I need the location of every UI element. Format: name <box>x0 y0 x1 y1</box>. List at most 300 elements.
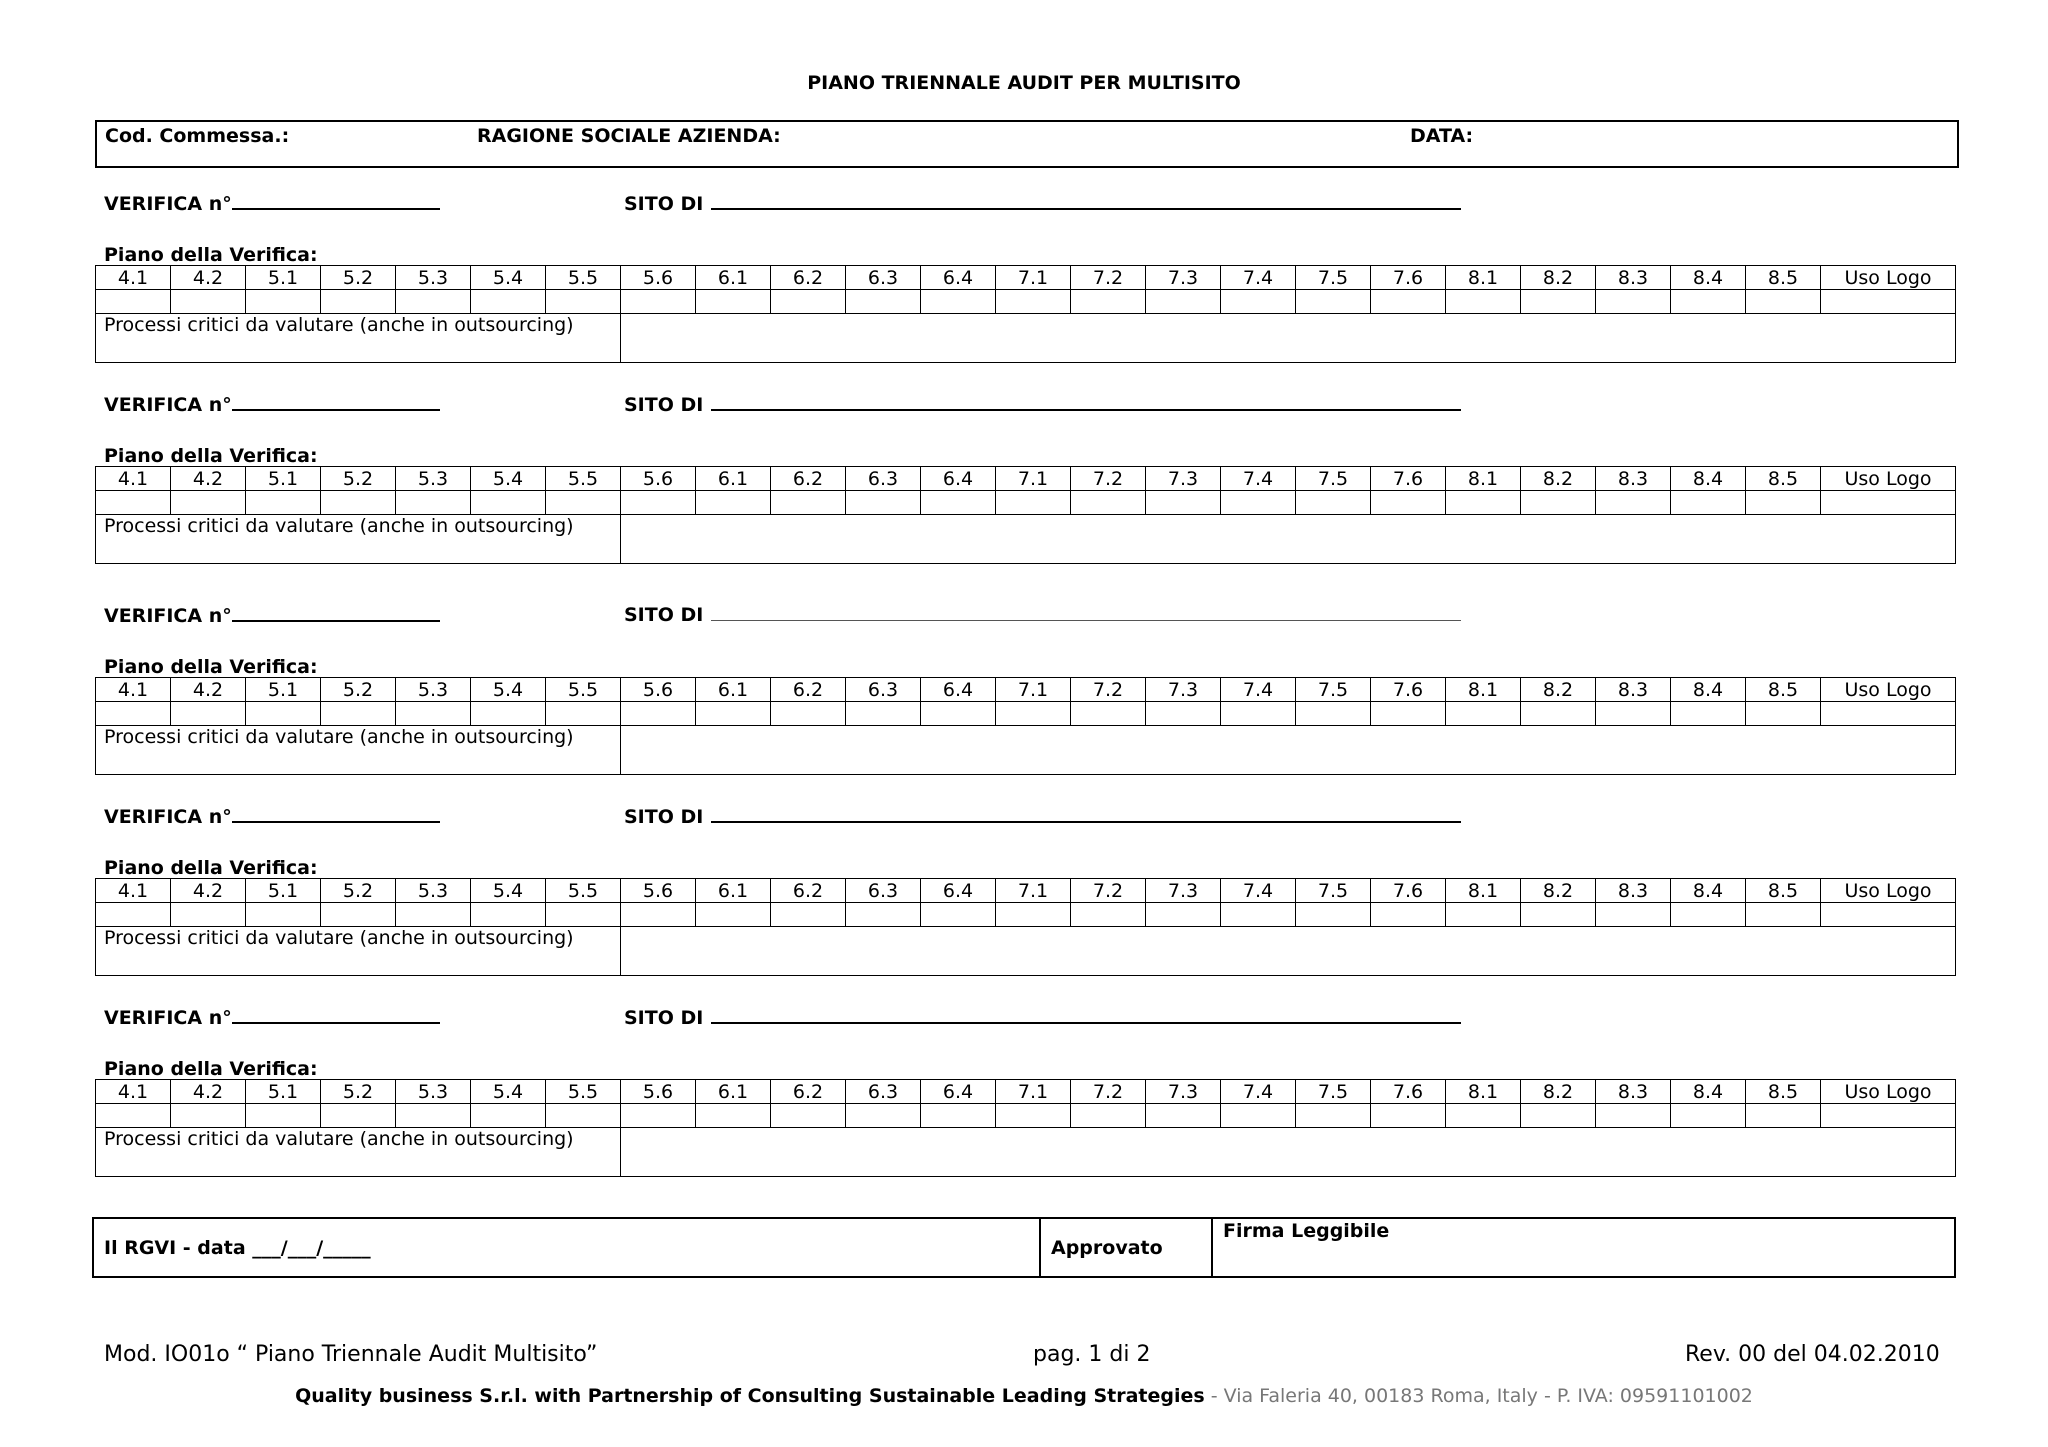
clause-check-cell[interactable] <box>471 702 546 726</box>
clause-header-cell: 7.1 <box>996 1080 1071 1104</box>
processi-input-cell[interactable] <box>621 726 1956 775</box>
clause-check-cell[interactable] <box>1446 491 1521 515</box>
clause-header-cell: 7.3 <box>1146 467 1221 491</box>
clause-check-cell[interactable] <box>846 702 921 726</box>
clause-header-cell: 7.6 <box>1371 467 1446 491</box>
clause-check-cell[interactable] <box>1146 491 1221 515</box>
clause-header-cell: 6.3 <box>846 266 921 290</box>
clause-header-cell: 5.2 <box>321 879 396 903</box>
clause-check-cell[interactable] <box>1596 290 1671 314</box>
clause-check-cell[interactable] <box>96 1104 171 1128</box>
sito-field[interactable] <box>624 602 1461 626</box>
clause-check-cell[interactable] <box>1671 702 1746 726</box>
clause-check-cell[interactable] <box>1071 702 1146 726</box>
clause-header-cell: 6.1 <box>696 678 771 702</box>
clause-check-cell[interactable] <box>1371 290 1446 314</box>
clause-check-cell[interactable] <box>246 290 321 314</box>
clause-check-cell[interactable] <box>921 1104 996 1128</box>
clause-header-cell: 5.6 <box>621 1080 696 1104</box>
clause-check-cell[interactable] <box>246 491 321 515</box>
clause-check-cell[interactable] <box>321 1104 396 1128</box>
clause-check-cell[interactable] <box>996 290 1071 314</box>
clause-header-cell: 8.2 <box>1521 678 1596 702</box>
verifica-number-line[interactable] <box>232 602 440 622</box>
clause-header-cell: 8.4 <box>1671 678 1746 702</box>
clause-header-cell: 6.1 <box>696 1080 771 1104</box>
clause-header-cell: 8.3 <box>1596 678 1671 702</box>
clause-check-cell[interactable] <box>321 903 396 927</box>
clause-check-cell[interactable] <box>1746 903 1821 927</box>
clause-header-cell: 8.3 <box>1596 879 1671 903</box>
clause-header-cell: 7.2 <box>1071 879 1146 903</box>
verifica-grid <box>95 265 1956 363</box>
clause-header-cell: 8.2 <box>1521 266 1596 290</box>
company-address: Via Faleria 40, 00183 Roma, Italy - P. IVA: 09591101002 <box>1223 1385 1753 1407</box>
sito-label: SITO DI <box>624 604 704 626</box>
verifica-number-line[interactable] <box>232 803 440 823</box>
processi-label: Processi critici da valutare (anche in outsourcing) <box>96 1128 621 1177</box>
clause-check-cell[interactable] <box>1821 702 1956 726</box>
verifica-grid <box>95 677 1956 775</box>
data-label: DATA: <box>1410 125 1474 147</box>
clause-check-cell[interactable] <box>1371 491 1446 515</box>
clause-header-cell: 5.5 <box>546 678 621 702</box>
clause-check-cell[interactable] <box>621 491 696 515</box>
clause-check-cell[interactable] <box>996 702 1071 726</box>
processi-label: Processi critici da valutare (anche in outsourcing) <box>96 927 621 976</box>
clause-check-cell[interactable] <box>171 903 246 927</box>
clause-check-cell[interactable] <box>996 491 1071 515</box>
clause-check-cell[interactable] <box>1371 1104 1446 1128</box>
clause-check-cell[interactable] <box>921 702 996 726</box>
clause-header-cell: 5.1 <box>246 467 321 491</box>
clause-check-cell[interactable] <box>1296 903 1371 927</box>
clause-check-cell[interactable] <box>846 290 921 314</box>
verifica-section <box>0 602 2048 802</box>
clause-check-cell[interactable] <box>1671 491 1746 515</box>
rgvi-date-field[interactable]: Il RGVI - data ___/___/_____ <box>104 1237 371 1259</box>
clause-check-cell[interactable] <box>771 1104 846 1128</box>
clause-header-cell: 5.5 <box>546 879 621 903</box>
clause-check-cell[interactable] <box>1671 290 1746 314</box>
clause-header-cell: 5.6 <box>621 678 696 702</box>
clause-check-cell[interactable] <box>621 903 696 927</box>
clause-check-cell[interactable] <box>321 702 396 726</box>
verifica-number-field[interactable] <box>104 602 440 627</box>
page-title: PIANO TRIENNALE AUDIT PER MULTISITO <box>807 72 1241 94</box>
clause-check-cell[interactable] <box>1296 702 1371 726</box>
verifica-section <box>0 803 2048 1003</box>
verifica-label: VERIFICA n° <box>104 605 232 627</box>
clause-header-cell: 5.2 <box>321 467 396 491</box>
clause-check-cell[interactable] <box>1221 903 1296 927</box>
clause-check-cell[interactable] <box>696 702 771 726</box>
clause-check-cell[interactable] <box>1521 491 1596 515</box>
clause-header-cell: 8.2 <box>1521 879 1596 903</box>
clause-header-cell: 7.1 <box>996 678 1071 702</box>
verifica-number-field[interactable] <box>104 803 440 828</box>
clause-header-cell: 7.4 <box>1221 678 1296 702</box>
clause-header-cell: 5.4 <box>471 678 546 702</box>
sito-line[interactable] <box>711 391 1461 411</box>
clause-check-cell[interactable] <box>1446 903 1521 927</box>
clause-check-cell[interactable] <box>771 702 846 726</box>
clause-header-cell: 6.3 <box>846 678 921 702</box>
processi-input-cell[interactable] <box>621 314 1956 363</box>
clause-header-cell: 4.1 <box>96 467 171 491</box>
clause-header-cell: 8.5 <box>1746 678 1821 702</box>
clause-check-cell[interactable] <box>246 1104 321 1128</box>
clause-check-cell[interactable] <box>171 290 246 314</box>
clause-check-cell[interactable] <box>96 903 171 927</box>
company-separator: - <box>1204 1385 1224 1407</box>
clause-check-cell[interactable] <box>1821 903 1956 927</box>
clause-check-cell[interactable] <box>1521 290 1596 314</box>
piano-verifica-label: Piano della Verifica: <box>104 1058 318 1080</box>
clause-header-cell: 4.1 <box>96 879 171 903</box>
clause-check-cell[interactable] <box>921 903 996 927</box>
signature-box <box>92 1217 1956 1278</box>
footer-page-number: pag. 1 di 2 <box>1033 1342 1151 1367</box>
clause-header-cell: 5.1 <box>246 879 321 903</box>
clause-header-cell: 5.2 <box>321 1080 396 1104</box>
clause-header-cell: 7.6 <box>1371 266 1446 290</box>
clause-header-row <box>96 879 1956 903</box>
clause-check-cell[interactable] <box>1071 1104 1146 1128</box>
clause-header-cell: 5.3 <box>396 879 471 903</box>
clause-check-cell[interactable] <box>1521 903 1596 927</box>
clause-check-cell[interactable] <box>246 702 321 726</box>
clause-header-cell: 8.2 <box>1521 1080 1596 1104</box>
verifica-label: VERIFICA n° <box>104 394 232 416</box>
clause-header-cell: 5.1 <box>246 266 321 290</box>
clause-check-cell[interactable] <box>696 491 771 515</box>
clause-header-cell: 7.4 <box>1221 266 1296 290</box>
clause-check-cell[interactable] <box>1596 1104 1671 1128</box>
clause-check-cell[interactable] <box>1221 290 1296 314</box>
clause-check-cell[interactable] <box>1596 702 1671 726</box>
clause-header-cell: 5.3 <box>396 266 471 290</box>
clause-header-cell: 5.5 <box>546 467 621 491</box>
sito-label: SITO DI <box>624 1007 704 1029</box>
clause-header-cell: 7.1 <box>996 879 1071 903</box>
clause-check-cell[interactable] <box>1596 903 1671 927</box>
clause-check-row <box>96 491 1956 515</box>
clause-check-cell[interactable] <box>696 290 771 314</box>
clause-check-cell[interactable] <box>921 491 996 515</box>
clause-header-cell: 7.1 <box>996 467 1071 491</box>
piano-verifica-label: Piano della Verifica: <box>104 857 318 879</box>
clause-header-cell: Uso Logo <box>1821 879 1956 903</box>
clause-check-cell[interactable] <box>921 290 996 314</box>
clause-header-cell: 6.2 <box>771 1080 846 1104</box>
clause-check-cell[interactable] <box>621 702 696 726</box>
processi-input-cell[interactable] <box>621 927 1956 976</box>
clause-header-cell: 5.6 <box>621 467 696 491</box>
clause-check-cell[interactable] <box>1221 491 1296 515</box>
sito-line[interactable] <box>711 1004 1461 1024</box>
clause-check-cell[interactable] <box>396 903 471 927</box>
clause-check-cell[interactable] <box>696 903 771 927</box>
clause-header-cell: 5.1 <box>246 1080 321 1104</box>
clause-check-cell[interactable] <box>171 702 246 726</box>
clause-header-row <box>96 266 1956 290</box>
clause-header-cell: 7.6 <box>1371 879 1446 903</box>
sito-line[interactable] <box>711 803 1461 823</box>
clause-check-cell[interactable] <box>396 290 471 314</box>
clause-check-cell[interactable] <box>621 290 696 314</box>
clause-check-cell[interactable] <box>996 1104 1071 1128</box>
ragione-sociale-label: RAGIONE SOCIALE AZIENDA: <box>477 125 781 147</box>
clause-check-cell[interactable] <box>471 290 546 314</box>
clause-check-cell[interactable] <box>96 491 171 515</box>
clause-check-cell[interactable] <box>321 290 396 314</box>
clause-check-cell[interactable] <box>1296 1104 1371 1128</box>
clause-header-cell: 5.5 <box>546 266 621 290</box>
header-box <box>95 120 1959 168</box>
verifica-section <box>0 190 2048 390</box>
clause-header-cell: 8.5 <box>1746 879 1821 903</box>
clause-check-cell[interactable] <box>771 290 846 314</box>
clause-check-cell[interactable] <box>1221 702 1296 726</box>
clause-header-cell: 7.4 <box>1221 467 1296 491</box>
verifica-number-line[interactable] <box>232 190 440 210</box>
verifica-number-line[interactable] <box>232 1004 440 1024</box>
processi-row <box>96 1128 1956 1177</box>
approvato-label: Approvato <box>1051 1237 1163 1259</box>
clause-check-cell[interactable] <box>1296 491 1371 515</box>
clause-check-cell[interactable] <box>996 903 1071 927</box>
clause-check-cell[interactable] <box>1296 290 1371 314</box>
clause-header-cell: Uso Logo <box>1821 266 1956 290</box>
clause-check-cell[interactable] <box>846 491 921 515</box>
clause-header-cell: 6.4 <box>921 1080 996 1104</box>
clause-header-cell: 6.3 <box>846 467 921 491</box>
clause-check-cell[interactable] <box>1746 491 1821 515</box>
clause-header-cell: 8.3 <box>1596 467 1671 491</box>
clause-header-cell: 4.2 <box>171 678 246 702</box>
clause-header-cell: 7.3 <box>1146 879 1221 903</box>
sito-label: SITO DI <box>624 806 704 828</box>
piano-verifica-label: Piano della Verifica: <box>104 244 318 266</box>
processi-label: Processi critici da valutare (anche in outsourcing) <box>96 314 621 363</box>
verifica-section <box>0 391 2048 591</box>
clause-check-cell[interactable] <box>1521 702 1596 726</box>
clause-check-cell[interactable] <box>171 1104 246 1128</box>
clause-check-cell[interactable] <box>546 491 621 515</box>
clause-header-cell: 6.3 <box>846 1080 921 1104</box>
clause-check-cell[interactable] <box>1146 290 1221 314</box>
clause-check-cell[interactable] <box>546 1104 621 1128</box>
clause-check-cell[interactable] <box>1821 491 1956 515</box>
sito-field[interactable] <box>624 1004 1461 1029</box>
clause-check-cell[interactable] <box>471 1104 546 1128</box>
clause-check-cell[interactable] <box>396 491 471 515</box>
verifica-number-field[interactable] <box>104 190 440 215</box>
verifica-grid <box>95 466 1956 564</box>
clause-header-cell: 8.4 <box>1671 879 1746 903</box>
clause-check-cell[interactable] <box>696 1104 771 1128</box>
clause-header-cell: 7.3 <box>1146 266 1221 290</box>
clause-header-cell: 7.2 <box>1071 678 1146 702</box>
clause-check-cell[interactable] <box>1221 1104 1296 1128</box>
verifica-label: VERIFICA n° <box>104 1007 232 1029</box>
clause-header-cell: 8.1 <box>1446 678 1521 702</box>
clause-check-cell[interactable] <box>1746 1104 1821 1128</box>
clause-check-cell[interactable] <box>1071 903 1146 927</box>
clause-header-cell: 8.5 <box>1746 266 1821 290</box>
clause-header-cell: 8.4 <box>1671 266 1746 290</box>
clause-check-cell[interactable] <box>846 1104 921 1128</box>
clause-header-cell: Uso Logo <box>1821 1080 1956 1104</box>
clause-check-cell[interactable] <box>396 702 471 726</box>
sito-line[interactable] <box>711 190 1461 210</box>
clause-header-cell: 7.5 <box>1296 879 1371 903</box>
clause-header-cell: 5.6 <box>621 879 696 903</box>
clause-header-cell: 7.6 <box>1371 678 1446 702</box>
clause-check-cell[interactable] <box>96 290 171 314</box>
sito-field[interactable] <box>624 803 1461 828</box>
clause-header-cell: 7.2 <box>1071 266 1146 290</box>
clause-header-cell: 8.2 <box>1521 467 1596 491</box>
piano-verifica-label: Piano della Verifica: <box>104 656 318 678</box>
clause-header-cell: 8.3 <box>1596 1080 1671 1104</box>
sign-divider <box>1039 1219 1041 1276</box>
clause-check-cell[interactable] <box>771 903 846 927</box>
clause-check-cell[interactable] <box>321 491 396 515</box>
clause-header-cell: 8.5 <box>1746 467 1821 491</box>
clause-check-cell[interactable] <box>621 1104 696 1128</box>
processi-row <box>96 314 1956 363</box>
clause-header-cell: 6.4 <box>921 879 996 903</box>
clause-header-cell: 6.1 <box>696 266 771 290</box>
clause-header-cell: 8.1 <box>1446 467 1521 491</box>
clause-check-cell[interactable] <box>1821 1104 1956 1128</box>
clause-header-cell: 7.5 <box>1296 678 1371 702</box>
clause-header-cell: 5.1 <box>246 678 321 702</box>
clause-check-cell[interactable] <box>1446 1104 1521 1128</box>
clause-header-cell: 8.4 <box>1671 467 1746 491</box>
commessa-label: Cod. Commessa.: <box>105 125 290 147</box>
clause-check-cell[interactable] <box>1146 1104 1221 1128</box>
clause-check-cell[interactable] <box>1071 491 1146 515</box>
clause-header-cell: 5.6 <box>621 266 696 290</box>
sito-label: SITO DI <box>624 193 704 215</box>
clause-header-cell: 8.3 <box>1596 266 1671 290</box>
clause-header-cell: 6.2 <box>771 467 846 491</box>
clause-header-cell: 4.2 <box>171 266 246 290</box>
clause-header-cell: 5.4 <box>471 266 546 290</box>
verifica-grid <box>95 878 1956 976</box>
clause-check-cell[interactable] <box>546 903 621 927</box>
clause-header-cell: 5.3 <box>396 1080 471 1104</box>
clause-check-cell[interactable] <box>846 903 921 927</box>
clause-header-cell: 6.4 <box>921 266 996 290</box>
clause-header-cell: 6.2 <box>771 879 846 903</box>
clause-check-cell[interactable] <box>1746 290 1821 314</box>
clause-header-cell: 7.5 <box>1296 1080 1371 1104</box>
processi-row <box>96 515 1956 564</box>
sito-field[interactable] <box>624 391 1461 416</box>
clause-check-cell[interactable] <box>471 903 546 927</box>
processi-input-cell[interactable] <box>621 1128 1956 1177</box>
clause-header-cell: 7.3 <box>1146 1080 1221 1104</box>
clause-check-cell[interactable] <box>1071 290 1146 314</box>
verifica-number-field[interactable] <box>104 1004 440 1029</box>
clause-header-cell: 8.1 <box>1446 1080 1521 1104</box>
sito-field[interactable] <box>624 190 1461 215</box>
processi-row <box>96 726 1956 775</box>
clause-header-cell: 4.1 <box>96 678 171 702</box>
clause-check-cell[interactable] <box>1371 903 1446 927</box>
clause-header-cell: 6.4 <box>921 467 996 491</box>
clause-header-cell: 7.5 <box>1296 266 1371 290</box>
clause-header-cell: 7.4 <box>1221 879 1296 903</box>
company-name: Quality business S.r.l. with Partnership of Consulting Sustainable Leading Strategies <box>295 1385 1205 1407</box>
clause-header-cell: 8.5 <box>1746 1080 1821 1104</box>
clause-header-cell: 5.2 <box>321 678 396 702</box>
clause-header-cell: 5.2 <box>321 266 396 290</box>
clause-check-cell[interactable] <box>1446 702 1521 726</box>
verifica-label: VERIFICA n° <box>104 806 232 828</box>
verifica-section <box>0 1004 2048 1204</box>
clause-check-cell[interactable] <box>1821 290 1956 314</box>
clause-header-row <box>96 467 1956 491</box>
clause-check-cell[interactable] <box>771 491 846 515</box>
processi-input-cell[interactable] <box>621 515 1956 564</box>
clause-header-cell: 4.2 <box>171 467 246 491</box>
clause-header-cell: 5.3 <box>396 678 471 702</box>
clause-check-cell[interactable] <box>171 491 246 515</box>
clause-header-cell: Uso Logo <box>1821 467 1956 491</box>
clause-check-cell[interactable] <box>1146 903 1221 927</box>
clause-header-cell: 4.2 <box>171 1080 246 1104</box>
clause-check-cell[interactable] <box>246 903 321 927</box>
clause-check-cell[interactable] <box>546 290 621 314</box>
clause-header-cell: 7.1 <box>996 266 1071 290</box>
clause-header-row <box>96 678 1956 702</box>
clause-check-cell[interactable] <box>1671 1104 1746 1128</box>
clause-header-cell: 6.1 <box>696 467 771 491</box>
clause-check-cell[interactable] <box>1671 903 1746 927</box>
clause-header-cell: 8.1 <box>1446 879 1521 903</box>
sito-line[interactable] <box>711 602 1461 621</box>
clause-header-cell: 4.1 <box>96 1080 171 1104</box>
piano-verifica-label: Piano della Verifica: <box>104 445 318 467</box>
clause-header-cell: 7.3 <box>1146 678 1221 702</box>
clause-check-cell[interactable] <box>1146 702 1221 726</box>
verifica-number-field[interactable] <box>104 391 440 416</box>
clause-header-cell: 6.3 <box>846 879 921 903</box>
clause-header-cell: 7.4 <box>1221 1080 1296 1104</box>
verifica-grid <box>95 1079 1956 1177</box>
footer-module: Mod. IO01o “ Piano Triennale Audit Multisito” <box>104 1342 598 1367</box>
clause-check-cell[interactable] <box>1371 702 1446 726</box>
clause-check-cell[interactable] <box>396 1104 471 1128</box>
clause-check-cell[interactable] <box>96 702 171 726</box>
processi-label: Processi critici da valutare (anche in outsourcing) <box>96 726 621 775</box>
verifica-number-line[interactable] <box>232 391 440 411</box>
clause-check-cell[interactable] <box>546 702 621 726</box>
clause-check-cell[interactable] <box>1446 290 1521 314</box>
processi-row <box>96 927 1956 976</box>
clause-header-cell: 5.3 <box>396 467 471 491</box>
clause-check-row <box>96 1104 1956 1128</box>
clause-check-cell[interactable] <box>471 491 546 515</box>
clause-check-cell[interactable] <box>1746 702 1821 726</box>
clause-check-cell[interactable] <box>1521 1104 1596 1128</box>
clause-check-cell[interactable] <box>1596 491 1671 515</box>
